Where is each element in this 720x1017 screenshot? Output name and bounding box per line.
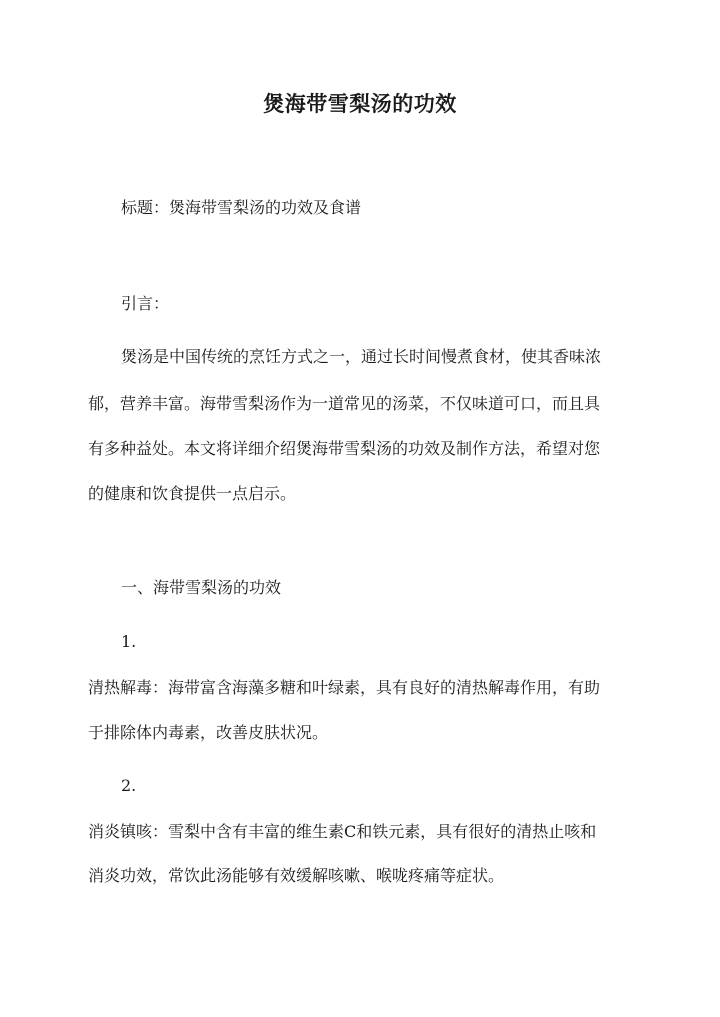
intro-line: 郁，营养丰富。海带雪梨汤作为一道常见的汤菜，不仅味道可口，而且具 (88, 394, 601, 413)
item-line: 消炎功效，常饮此汤能够有效缓解咳嗽、喉咙疼痛等症状。 (88, 866, 505, 885)
intro-line: 的健康和饮食提供一点启示。 (88, 484, 297, 503)
intro-line: 煲汤是中国传统的烹饪方式之一，通过长时间慢煮食材，使其香味浓 (121, 347, 602, 366)
subtitle-line: 标题：煲海带雪梨汤的功效及食谱 (121, 198, 362, 217)
intro-line: 有多种益处。本文将详细介绍煲海带雪梨汤的功效及制作方法，希望对您 (88, 439, 601, 458)
document-title: 煲海带雪梨汤的功效 (263, 91, 457, 116)
item-line: 于排除体内毒素，改善皮肤状况。 (88, 723, 329, 742)
section-heading: 一、海带雪梨汤的功效 (121, 578, 282, 597)
item-number: 1. (121, 632, 137, 651)
item-number: 2. (121, 776, 137, 795)
item-line: 清热解毒：海带富含海藻多糖和叶绿素，具有良好的清热解毒作用，有助 (88, 678, 601, 697)
intro-label: 引言： (121, 294, 170, 313)
item-line: 消炎镇咳：雪梨中含有丰富的维生素C和铁元素，具有很好的清热止咳和 (88, 822, 597, 841)
